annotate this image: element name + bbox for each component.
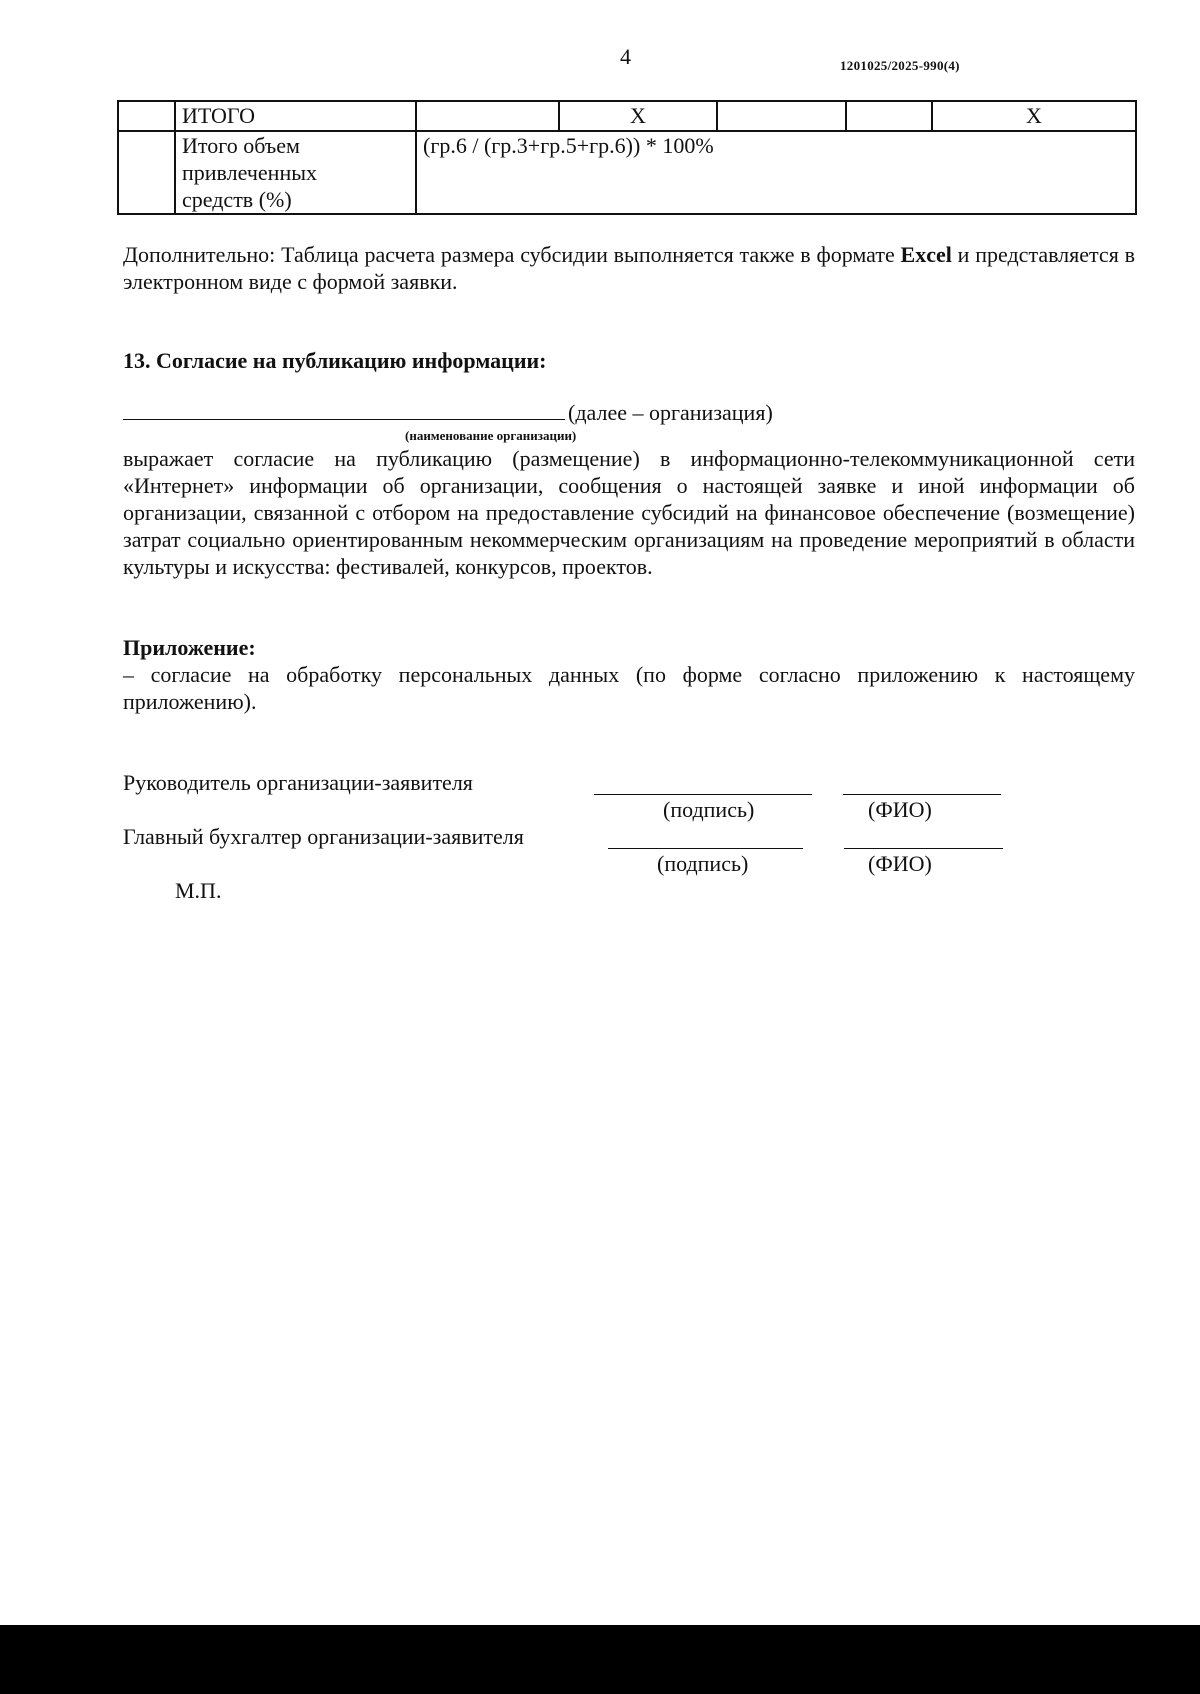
table-cell: [416, 101, 559, 131]
table-cell-number: [118, 131, 175, 214]
organization-name-caption: (наименование организации): [405, 428, 577, 443]
x-mark: X: [559, 101, 717, 131]
consent-text: выражает согласие на публикацию (размещение) в информационно-телекоммуникационной сети «Интернет» информации об организации, сообщения о настоящей заявке и иной информации об организации, связанной с отбором на предоставление субсидий на финансовое обеспечение (возмещение) затрат социально ориентированным некоммерческим организациям на проведение мероприятий в области культуры и искусства: фестивалей, конкурсов, проектов.: [123, 446, 1135, 579]
stamp-place: М.П.: [175, 878, 222, 903]
table-row-total: [118, 101, 1136, 131]
head-signature-label: Руководитель организации-заявителя: [123, 770, 473, 795]
table-cell: [846, 101, 932, 131]
total-label: ИТОГО: [175, 101, 416, 131]
table-cell: [717, 101, 846, 131]
label-line: привлеченных: [182, 160, 317, 185]
subsidy-calculation-table: [117, 100, 1137, 215]
name-caption: (ФИО): [868, 797, 932, 822]
table-cell-number: [118, 101, 175, 131]
label-line: средств (%): [182, 187, 292, 212]
section-13-heading: 13. Согласие на публикацию информации:: [123, 348, 547, 373]
excel-word: Excel: [900, 242, 952, 267]
name-caption: (ФИО): [868, 851, 932, 876]
formula-cell: (гр.6 / (гр.3+гр.5+гр.6)) * 100%: [416, 131, 1136, 214]
scan-footer-bar: [0, 1625, 1200, 1694]
accountant-signature-line: [608, 848, 803, 849]
head-name-line: [843, 794, 1001, 795]
signature-caption: (подпись): [663, 797, 755, 822]
signature-caption: (подпись): [657, 851, 749, 876]
accountant-name-line: [844, 848, 1003, 849]
label-line: Итого объем: [182, 133, 300, 158]
note-text: Дополнительно: Таблица расчета размера субсидии выполняется также в формате: [123, 242, 901, 267]
table-row-raised-funds: [118, 131, 1136, 214]
note-text-end: и представляется в электронном виде с формой заявки.: [123, 242, 1135, 294]
accountant-signature-label: Главный бухгалтер организации-заявителя: [123, 824, 524, 849]
head-signature-line: [594, 794, 812, 795]
organization-suffix: (далее – организация): [568, 400, 773, 425]
x-mark: X: [932, 101, 1136, 131]
additional-note: [123, 241, 1135, 295]
document-code: 1201025/2025-990(4): [840, 58, 960, 73]
appendix-title: Приложение:: [123, 635, 256, 660]
page-number: 4: [620, 44, 631, 69]
raised-funds-label: [175, 131, 416, 214]
appendix-item: – согласие на обработку персональных данных (по форме согласно приложению к настоящему приложению).: [123, 662, 1135, 714]
organization-name-blank: [123, 419, 565, 420]
